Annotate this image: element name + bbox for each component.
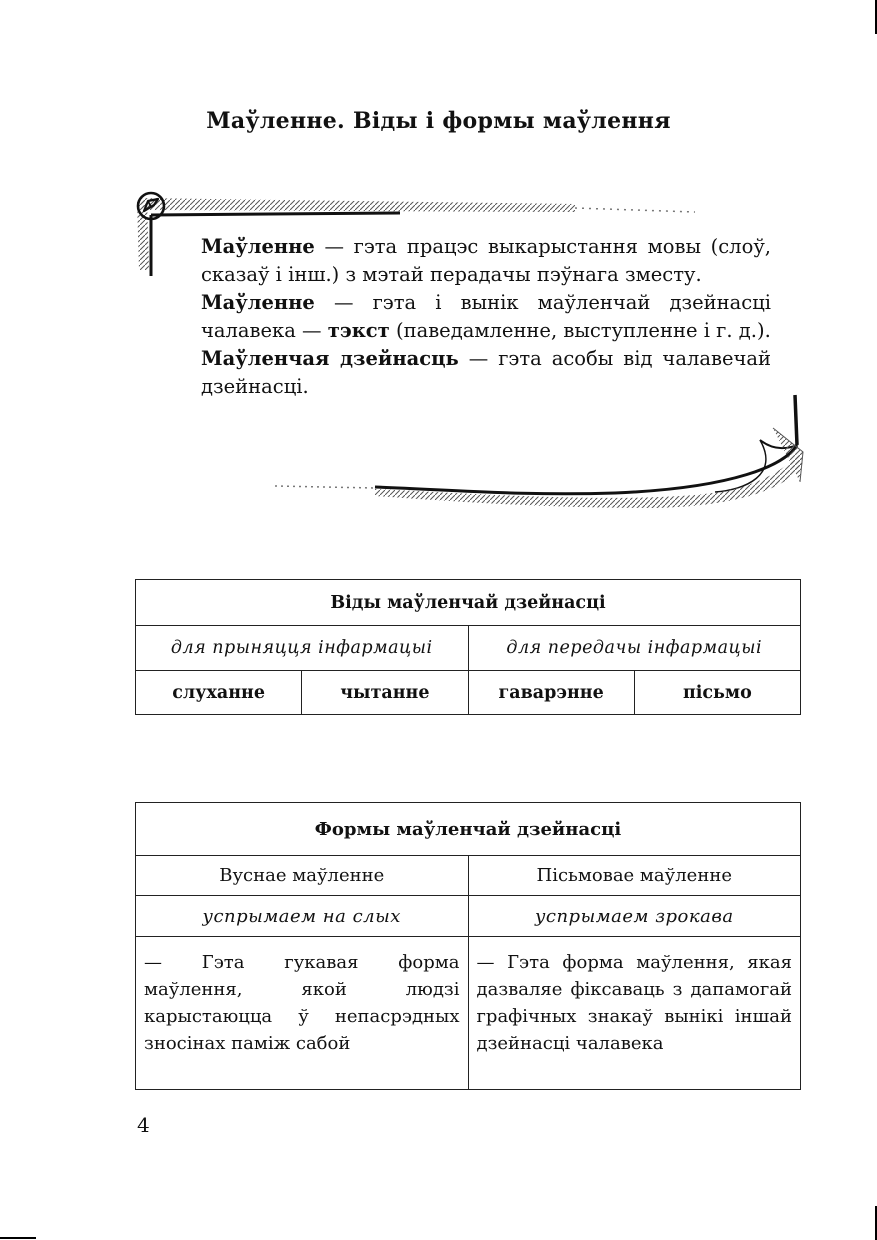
table-row xyxy=(136,896,801,937)
definition-term: Маўленне xyxy=(201,235,315,258)
definition-term-text: тэкст xyxy=(327,319,390,342)
table-title: Формы маўленчай дзейнасці xyxy=(136,803,801,856)
definition-body: — гэта асобы від чалавечай дзейнасці. xyxy=(201,347,771,398)
table-title: Віды маўленчай дзейнасці xyxy=(136,580,801,626)
definition-paragraph xyxy=(201,233,771,289)
table-row xyxy=(136,856,801,896)
definition-body: — гэта і вынік маўленчай дзейнасці чалавека — xyxy=(201,291,771,342)
description-written: — Гэта форма маўлення, якая дазваляе фіксаваць з дапамогай графічных знакаў вынікі іншай дзейнасці чалавека xyxy=(468,937,801,1090)
table-group-row xyxy=(136,626,801,671)
activity-cell: гаварэнне xyxy=(468,671,634,715)
speech-activity-types-table xyxy=(135,579,801,715)
table-row xyxy=(136,671,801,715)
form-name-written: Пісьмовае маўленне xyxy=(468,856,801,896)
table-header-row xyxy=(136,803,801,856)
group-transmit: для передачы інфармацыі xyxy=(468,626,801,671)
table-header-row xyxy=(136,580,801,626)
description-oral: — Гэта гукавая форма маўлення, якой людзі карыстаюцца ў непасрэдных зносінах паміж сабой xyxy=(136,937,469,1090)
activity-cell: чытанне xyxy=(302,671,468,715)
crop-mark xyxy=(0,1237,36,1239)
group-receive: для прыняцця інфармацыі xyxy=(136,626,469,671)
page-number: 4 xyxy=(137,1113,150,1137)
definition-paragraph xyxy=(201,345,771,401)
table-row xyxy=(136,937,801,1090)
definition-text xyxy=(201,233,771,401)
definition-term: Маўленне xyxy=(201,291,315,314)
perception-oral: успрымаем на слых xyxy=(136,896,469,937)
form-name-oral: Вуснае маўленне xyxy=(136,856,469,896)
definition-card xyxy=(135,190,805,510)
definition-paragraph xyxy=(201,289,771,345)
perception-written: успрымаем зрокава xyxy=(468,896,801,937)
definition-body: (паведамленне, выступленне і г. д.). xyxy=(389,319,771,342)
pencil-note-icon xyxy=(135,190,167,222)
definition-body: — гэта працэс выкарыстання мовы (слоў, сказаў і інш.) з мэтай перадачы пэўнага зместу. xyxy=(201,235,771,286)
speech-activity-forms-table xyxy=(135,802,801,1090)
activity-cell: пісьмо xyxy=(634,671,800,715)
page-title: Маўленне. Віды і формы маўлення xyxy=(206,108,671,134)
definition-term: Маўленчая дзейнасць xyxy=(201,347,459,370)
activity-cell: слуханне xyxy=(136,671,302,715)
